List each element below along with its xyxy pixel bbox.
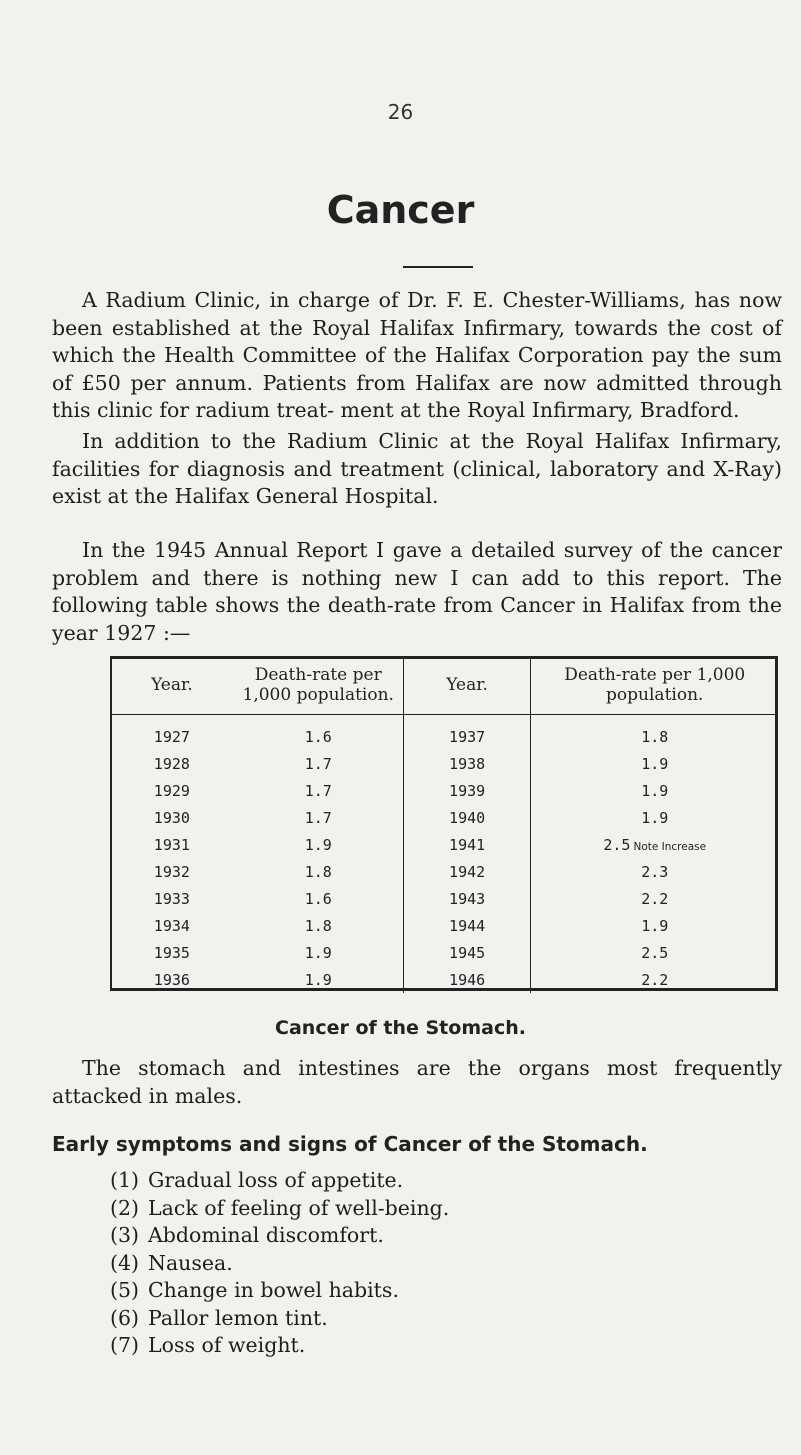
year-cell-value: 1944 xyxy=(449,916,486,935)
rate-cell-value: 1.8 xyxy=(304,862,332,881)
rate-cell xyxy=(234,777,404,804)
stomach-heading: Cancer of the Stomach. xyxy=(275,1017,526,1039)
year-cell xyxy=(403,966,531,993)
rate-cell-value: 1.6 xyxy=(304,727,332,746)
rate-cell-value: 2.3 xyxy=(641,862,669,881)
rate-cell xyxy=(234,912,404,939)
symptom-text: Abdominal discomfort. xyxy=(148,1223,384,1247)
list-item xyxy=(110,1167,750,1195)
year-cell xyxy=(403,858,531,885)
list-item xyxy=(110,1332,750,1360)
year-cell xyxy=(110,831,234,858)
table-row xyxy=(110,858,778,885)
paragraph-radium-clinic: A Radium Clinic, in charge of Dr. F. E. Chester-Williams, has now been established at the Royal Halifax Infirmary, towards the cost of which the Health Committee of the Halifax Corporation pay the sum of £50 per annum. Patients from Halifax are now admitted through this clinic for radium treat- ment at the Royal Infirmary, Bradford. xyxy=(52,288,782,422)
paragraph-annual-report: In the 1945 Annual Report I gave a detailed survey of the cancer problem and there is nothing new I can add to this report. The following table shows the death-rate from Cancer in Halifax from the year 1927 :— xyxy=(52,538,782,645)
list-item xyxy=(110,1277,750,1305)
rate-cell xyxy=(531,831,778,858)
year-cell-value: 1935 xyxy=(153,943,190,962)
death-rate-table xyxy=(110,656,778,993)
symptom-number: (6) xyxy=(110,1305,140,1330)
year-cell-value: 1946 xyxy=(449,970,486,989)
rate-cell xyxy=(531,885,778,912)
year-cell xyxy=(110,858,234,885)
rate-cell-value: 2.5 xyxy=(603,835,631,854)
rate-cell-value: 1.7 xyxy=(304,808,332,827)
list-item xyxy=(110,1222,750,1250)
symptom-text: Gradual loss of appetite. xyxy=(148,1168,404,1192)
rate-cell xyxy=(234,885,404,912)
rate-cell xyxy=(531,777,778,804)
rate-cell-value: 2.2 xyxy=(641,889,669,908)
page-number: 26 xyxy=(387,100,414,124)
symptom-number: (3) xyxy=(110,1223,140,1247)
year-cell xyxy=(110,912,234,939)
rate-cell-value: 1.8 xyxy=(304,916,332,935)
year-cell xyxy=(403,804,531,831)
header-year-1: Year. xyxy=(110,656,234,715)
rate-cell xyxy=(531,750,778,777)
table-row xyxy=(110,715,778,751)
symptom-number: (4) xyxy=(110,1250,140,1275)
year-cell xyxy=(403,715,531,751)
rate-cell xyxy=(531,715,778,751)
table-row xyxy=(110,750,778,777)
year-cell-value: 1931 xyxy=(153,835,190,854)
paragraph-facilities: In addition to the Radium Clinic at the Royal Halifax Infirmary, facilities for diagnosis and treatment (clinical, laboratory and X-Ray) exist at the Halifax General Hospital. xyxy=(52,429,782,508)
rate-cell xyxy=(234,831,404,858)
rate-cell xyxy=(234,715,404,751)
symptom-text: Pallor lemon tint. xyxy=(148,1305,328,1330)
rate-cell xyxy=(531,804,778,831)
year-cell xyxy=(403,777,531,804)
year-cell xyxy=(110,777,234,804)
year-cell xyxy=(403,831,531,858)
rate-cell-value: 1.9 xyxy=(641,754,669,773)
symptom-text: Nausea. xyxy=(148,1250,233,1275)
symptom-number: (7) xyxy=(110,1333,140,1357)
table-row xyxy=(110,966,778,993)
increase-note: Note Increase xyxy=(633,840,707,853)
year-cell-value: 1936 xyxy=(153,970,190,989)
rate-cell xyxy=(234,858,404,885)
rate-cell-value: 1.7 xyxy=(304,754,332,773)
symptoms-heading: Early symptoms and signs of Cancer of the Stomach. xyxy=(52,1132,648,1156)
rate-cell-value: 1.9 xyxy=(304,943,332,962)
year-cell xyxy=(110,750,234,777)
table-row xyxy=(110,777,778,804)
rate-cell-value: 2.2 xyxy=(641,970,669,989)
year-cell xyxy=(110,715,234,751)
year-cell-value: 1932 xyxy=(153,862,190,881)
list-item xyxy=(110,1250,750,1278)
rate-cell-value: 1.7 xyxy=(304,781,332,800)
header-rate-2: Death-rate per 1,000 population. xyxy=(531,656,778,715)
rate-cell-value: 1.9 xyxy=(304,835,332,854)
year-cell-value: 1927 xyxy=(153,727,190,746)
rate-cell xyxy=(234,939,404,966)
symptom-number: (2) xyxy=(110,1195,140,1220)
list-item xyxy=(110,1305,750,1333)
year-cell-value: 1934 xyxy=(153,916,190,935)
rate-cell-value: 1.9 xyxy=(641,916,669,935)
symptom-number: (1) xyxy=(110,1168,140,1192)
rate-cell-value: 1.9 xyxy=(641,781,669,800)
symptom-list xyxy=(110,1167,750,1360)
table-body xyxy=(110,715,778,994)
symptom-text: Change in bowel habits. xyxy=(148,1278,399,1302)
symptom-text: Loss of weight. xyxy=(148,1333,306,1357)
year-cell-value: 1943 xyxy=(449,889,486,908)
year-cell-value: 1928 xyxy=(153,754,190,773)
year-cell-value: 1930 xyxy=(153,808,190,827)
year-cell-value: 1942 xyxy=(449,862,486,881)
year-cell-value: 1933 xyxy=(153,889,190,908)
rate-cell-value: 2.5 xyxy=(641,943,669,962)
table-row xyxy=(110,804,778,831)
rate-cell-value: 1.8 xyxy=(641,727,669,746)
year-cell xyxy=(403,885,531,912)
rate-cell xyxy=(234,804,404,831)
year-cell xyxy=(403,750,531,777)
paragraph-stomach: The stomach and intestines are the organs most frequently attacked in males. xyxy=(52,1056,782,1108)
year-cell-value: 1941 xyxy=(449,835,486,854)
list-item xyxy=(110,1195,750,1223)
table-header-row xyxy=(110,656,778,715)
year-cell xyxy=(403,912,531,939)
rate-cell-value: 1.6 xyxy=(304,889,332,908)
year-cell xyxy=(403,939,531,966)
table-row xyxy=(110,831,778,858)
year-cell-value: 1929 xyxy=(153,781,190,800)
rate-cell xyxy=(531,966,778,993)
rate-cell-value: 1.9 xyxy=(641,808,669,827)
year-cell xyxy=(110,885,234,912)
header-year-2: Year. xyxy=(403,656,531,715)
symptom-text: Lack of feeling of well-being. xyxy=(148,1195,450,1220)
year-cell-value: 1938 xyxy=(449,754,486,773)
page-title: Cancer xyxy=(326,188,475,232)
header-rate-1: Death-rate per 1,000 population. xyxy=(234,656,404,715)
year-cell-value: 1940 xyxy=(449,808,486,827)
rate-cell-value: 1.9 xyxy=(304,970,332,989)
year-cell xyxy=(110,939,234,966)
rate-cell xyxy=(531,858,778,885)
table-row xyxy=(110,912,778,939)
table-row xyxy=(110,939,778,966)
title-divider xyxy=(403,266,473,268)
rate-cell xyxy=(531,912,778,939)
rate-cell xyxy=(234,750,404,777)
symptom-number: (5) xyxy=(110,1278,140,1302)
year-cell xyxy=(110,966,234,993)
rate-cell xyxy=(531,939,778,966)
year-cell-value: 1945 xyxy=(449,943,486,962)
year-cell-value: 1937 xyxy=(449,727,486,746)
rate-cell xyxy=(234,966,404,993)
year-cell xyxy=(110,804,234,831)
year-cell-value: 1939 xyxy=(449,781,486,800)
table-row xyxy=(110,885,778,912)
